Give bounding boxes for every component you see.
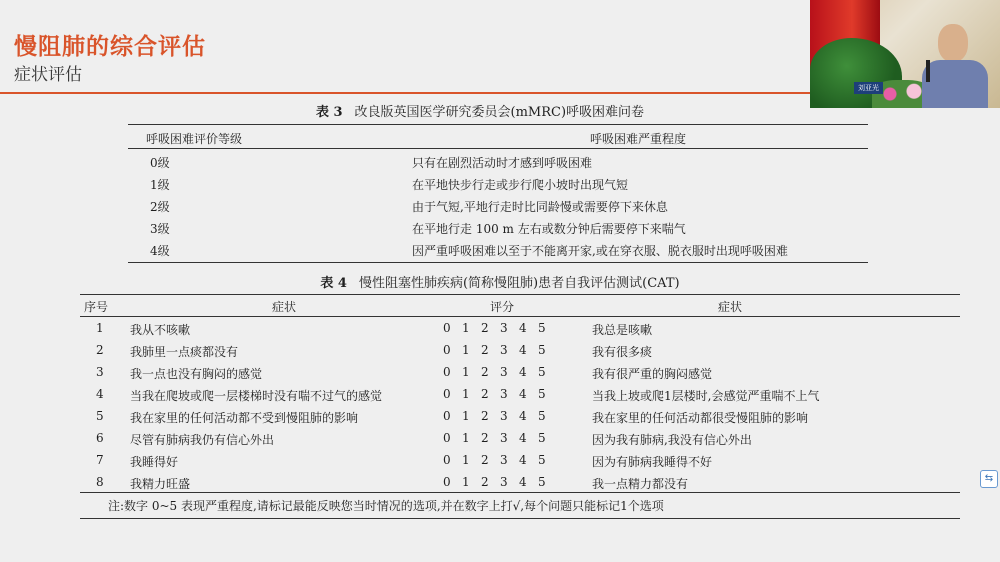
- table4-caption: [0, 272, 1000, 291]
- table4-row-scores: [443, 409, 557, 423]
- score-option: 0: [443, 453, 451, 467]
- table4-header-rule: [80, 316, 960, 317]
- table3-row-desc: 在平地行走 100 m 左右或数分钟后需要停下来喘气: [412, 222, 686, 236]
- score-option: 5: [538, 387, 546, 401]
- score-option: 4: [519, 343, 527, 357]
- score-option: 1: [462, 453, 470, 467]
- score-option: 5: [538, 431, 546, 445]
- table4-row-symptom-right: 我在家里的任何活动都很受慢阻肺的影响: [592, 411, 809, 425]
- table4-row-number: 6: [96, 431, 104, 445]
- score-option: 0: [443, 321, 451, 335]
- score-option: 3: [500, 343, 508, 357]
- table3-row-grade: 0级: [150, 156, 170, 170]
- table4-row-scores: [443, 343, 557, 357]
- table4-row-number: 4: [96, 387, 104, 401]
- table4-label: 表 4: [320, 276, 347, 291]
- table4-row-number: 3: [96, 365, 104, 379]
- table3-row-grade: 2级: [150, 200, 170, 214]
- score-option: 1: [462, 431, 470, 445]
- score-option: 2: [481, 343, 489, 357]
- score-option: 4: [519, 365, 527, 379]
- score-option: 1: [462, 321, 470, 335]
- table4-row-number: 5: [96, 409, 104, 423]
- table4-row-symptom-left: 当我在爬坡或爬一层楼梯时没有喘不过气的感觉: [130, 389, 383, 403]
- score-option: 0: [443, 343, 451, 357]
- score-option: 1: [462, 343, 470, 357]
- slide-subtitle: 症状评估: [14, 65, 82, 85]
- score-option: 3: [500, 409, 508, 423]
- score-option: 0: [443, 475, 451, 489]
- score-option: 2: [481, 409, 489, 423]
- table3-title: 改良版英国医学研究委员会(mMRC)呼吸困难问卷: [354, 105, 645, 120]
- score-option: 0: [443, 365, 451, 379]
- table4-row-symptom-right: 我总是咳嗽: [592, 323, 653, 337]
- title-divider: [0, 92, 810, 94]
- table4-row-scores: [443, 431, 557, 445]
- table3-row-grade: 1级: [150, 178, 170, 192]
- table4-row-scores: [443, 321, 557, 335]
- table4-row-symptom-right: 我有很严重的胸闷感觉: [592, 367, 713, 381]
- score-option: 2: [481, 387, 489, 401]
- table4-row-symptom-right: 我有很多痰: [592, 345, 653, 359]
- table3-row-grade: 3级: [150, 222, 170, 236]
- table4-row-number: 7: [96, 453, 104, 467]
- score-option: 4: [519, 453, 527, 467]
- score-option: 1: [462, 409, 470, 423]
- score-option: 3: [500, 365, 508, 379]
- table3-row-grade: 4级: [150, 244, 170, 258]
- table4-row-symptom-left: 我一点也没有胸闷的感觉: [130, 367, 263, 381]
- score-option: 2: [481, 431, 489, 445]
- score-option: 4: [519, 321, 527, 335]
- score-option: 5: [538, 343, 546, 357]
- table4-row-number: 2: [96, 343, 104, 357]
- table4-row-symptom-left: 我从不咳嗽: [130, 323, 191, 337]
- score-option: 3: [500, 453, 508, 467]
- score-option: 1: [462, 475, 470, 489]
- table4-header-symptom-right: 症状: [718, 300, 743, 314]
- score-option: 0: [443, 431, 451, 445]
- score-option: 5: [538, 475, 546, 489]
- table3-row-desc: 只有在剧烈活动时才感到呼吸困难: [412, 156, 593, 170]
- score-option: 3: [500, 387, 508, 401]
- table4-row-symptom-left: 我肺里一点痰都没有: [130, 345, 239, 359]
- table3-top-rule: [128, 124, 868, 125]
- expand-panel-icon[interactable]: ⇆: [980, 470, 998, 488]
- score-option: 2: [481, 453, 489, 467]
- table4-title: 慢性阻塞性肺疾病(简称慢阻肺)患者自我评估测试(CAT): [358, 276, 680, 291]
- table4-row-symptom-left: 我精力旺盛: [130, 477, 191, 491]
- table4-row-symptom-right: 因为有肺病我睡得不好: [592, 455, 713, 469]
- table4-bottom-rule: [80, 492, 960, 493]
- table4-top-rule: [80, 294, 960, 295]
- table4-row-symptom-right: 当我上坡或爬1层楼时,会感觉严重喘不上气: [592, 389, 820, 403]
- speaker-video: [810, 0, 1000, 108]
- table4-header-score: 评分: [490, 300, 515, 314]
- table3-bottom-rule: [128, 262, 868, 263]
- table4-row-symptom-left: 我睡得好: [130, 455, 179, 469]
- table3-caption: [0, 101, 960, 120]
- table4-note: 注:数字 0~5 表现严重程度,请标记最能反映您当时情况的选项,并在数字上打√,每个问题只能标记1个选项: [108, 499, 664, 513]
- score-option: 4: [519, 409, 527, 423]
- table4-row-number: 8: [96, 475, 104, 489]
- score-option: 5: [538, 365, 546, 379]
- score-option: 0: [443, 387, 451, 401]
- table4-row-scores: [443, 387, 557, 401]
- table4-header-symptom-left: 症状: [272, 300, 297, 314]
- score-option: 3: [500, 431, 508, 445]
- microphone-icon: [926, 60, 930, 82]
- score-option: 5: [538, 321, 546, 335]
- table4-row-scores: [443, 475, 557, 489]
- table4-row-symptom-right: 因为我有肺病,我没有信心外出: [592, 433, 752, 447]
- score-option: 2: [481, 475, 489, 489]
- table4-row-symptom-right: 我一点精力都没有: [592, 477, 689, 491]
- table4-row-scores: [443, 453, 557, 467]
- table3-row-desc: 因严重呼吸困难以至于不能离开家,或在穿衣服、脱衣服时出现呼吸困难: [412, 244, 788, 258]
- table3-header-severity: 呼吸困难严重程度: [590, 132, 687, 146]
- score-option: 2: [481, 321, 489, 335]
- score-option: 4: [519, 475, 527, 489]
- table3-header-grade: 呼吸困难评价等级: [146, 132, 243, 146]
- score-option: 5: [538, 409, 546, 423]
- score-option: 3: [500, 321, 508, 335]
- speaker-head: [938, 24, 968, 62]
- score-option: 4: [519, 387, 527, 401]
- slide-title: 慢阻肺的综合评估: [14, 34, 206, 60]
- table4-row-number: 1: [96, 321, 104, 335]
- score-option: 1: [462, 365, 470, 379]
- table4-header-number: 序号: [84, 300, 109, 314]
- table3-header-rule: [128, 148, 868, 149]
- score-option: 5: [538, 453, 546, 467]
- score-option: 1: [462, 387, 470, 401]
- table4-row-symptom-left: 我在家里的任何活动都不受到慢阻肺的影响: [130, 411, 359, 425]
- table3-label: 表 3: [315, 105, 343, 120]
- table4-note-rule: [80, 518, 960, 519]
- table3-row-desc: 在平地快步行走或步行爬小坡时出现气短: [412, 178, 629, 192]
- speaker-nameplate: 刘亚光: [854, 82, 883, 94]
- table3-row-desc: 由于气短,平地行走时比同龄慢或需要停下来休息: [412, 200, 668, 214]
- score-option: 2: [481, 365, 489, 379]
- score-option: 0: [443, 409, 451, 423]
- table4-row-symptom-left: 尽管有肺病我仍有信心外出: [130, 433, 275, 447]
- score-option: 4: [519, 431, 527, 445]
- table4-row-scores: [443, 365, 557, 379]
- score-option: 3: [500, 475, 508, 489]
